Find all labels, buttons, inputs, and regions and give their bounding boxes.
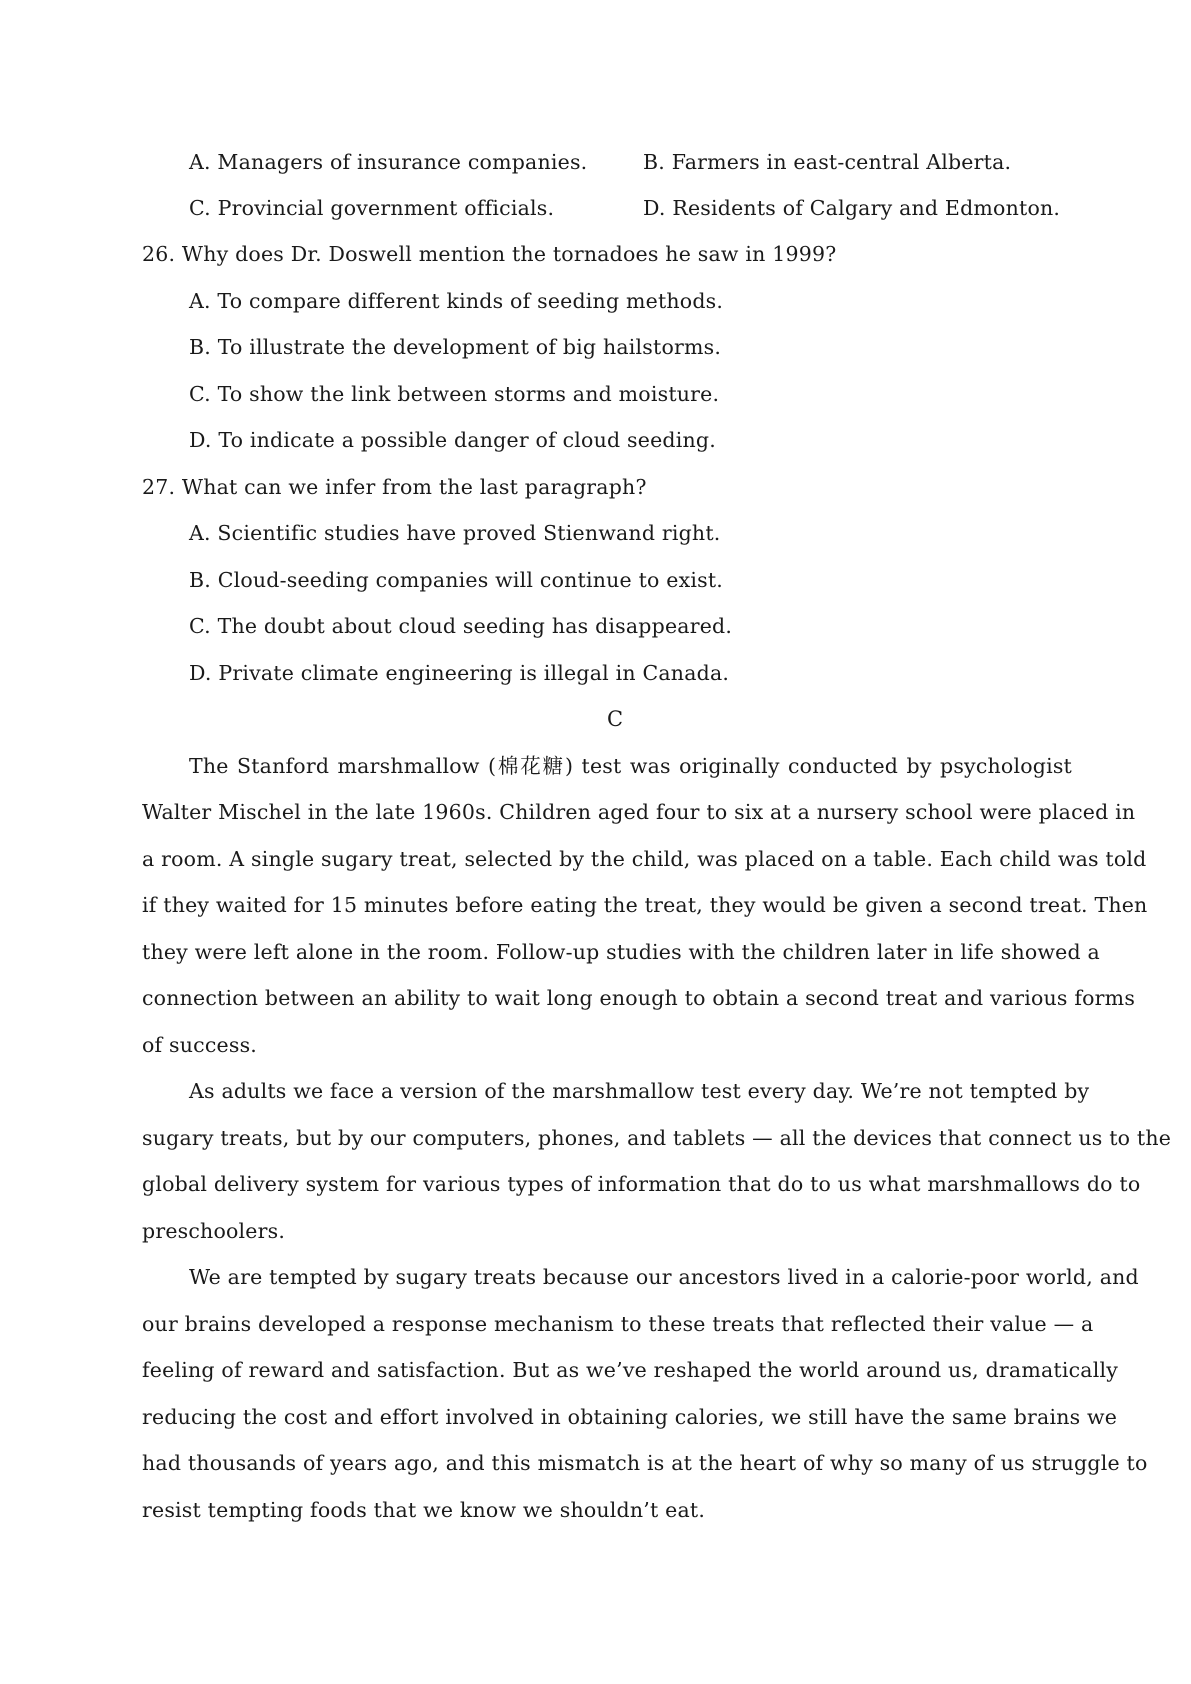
paragraph-3-line: We are tempted by sugary treats because our ancestors lived in a calorie-poor world, and [189,1265,1139,1289]
q27-question: 27. What can we infer from the last paragraph? [142,475,647,499]
q26-option-b: B. To illustrate the development of big hailstorms. [189,335,722,359]
paragraph-3-line: resist tempting foods that we know we shouldn’t eat. [142,1498,706,1522]
q26-question: 26. Why does Dr. Doswell mention the tornadoes he saw in 1999? [142,242,837,266]
q25-option-b: B. Farmers in east-central Alberta. [643,150,1012,174]
paragraph-1-line: if they waited for 15 minutes before eating the treat, they would be given a second treat. Then [142,893,1148,917]
paragraph-2-line: As adults we face a version of the marshmallow test every day. We’re not tempted by [189,1079,1090,1103]
q26-option-a: A. To compare different kinds of seeding methods. [189,289,724,313]
paragraph-1-line: a room. A single sugary treat, selected by the child, was placed on a table. Each child was told [142,847,1147,871]
paragraph-2-line: sugary treats, but by our computers, phones, and tablets — all the devices that connect us to the [142,1126,1172,1150]
q26-option-c: C. To show the link between storms and moisture. [189,382,720,406]
q27-option-c: C. The doubt about cloud seeding has disappeared. [189,614,733,638]
q26-option-d: D. To indicate a possible danger of cloud seeding. [189,428,716,452]
paragraph-1-line: Walter Mischel in the late 1960s. Children aged four to six at a nursery school were placed in [142,800,1136,824]
section-heading: C [606,707,624,731]
q27-option-b: B. Cloud-seeding companies will continue to exist. [189,568,724,592]
paragraph-2-line: preschoolers. [142,1219,286,1243]
paragraph-3-line: reducing the cost and effort involved in obtaining calories, we still have the same brains we [142,1405,1118,1429]
paragraph-3-line: had thousands of years ago, and this mismatch is at the heart of why so many of us struggle to [142,1451,1148,1475]
q27-option-d: D. Private climate engineering is illegal in Canada. [189,661,730,685]
q27-option-a: A. Scientific studies have proved Stienwand right. [189,521,721,545]
q25-option-a: A. Managers of insurance companies. [189,150,588,174]
q25-option-d: D. Residents of Calgary and Edmonton. [643,196,1061,220]
paragraph-2-line: global delivery system for various types of information that do to us what marshmallows do to [142,1172,1141,1196]
paragraph-1-line: they were left alone in the room. Follow-up studies with the children later in life showed a [142,940,1100,964]
paragraph-3-line: our brains developed a response mechanism to these treats that reflected their value — a [142,1312,1094,1336]
paragraph-3-line: feeling of reward and satisfaction. But as we’ve reshaped the world around us, dramatically [142,1358,1118,1382]
paragraph-1-line: The Stanford marshmallow (棉花糖) test was originally conducted by psychologist [189,754,1072,778]
paragraph-1-line: connection between an ability to wait long enough to obtain a second treat and various forms [142,986,1136,1010]
paragraph-1-line: of success. [142,1033,258,1057]
q25-option-c: C. Provincial government officials. [189,196,555,220]
